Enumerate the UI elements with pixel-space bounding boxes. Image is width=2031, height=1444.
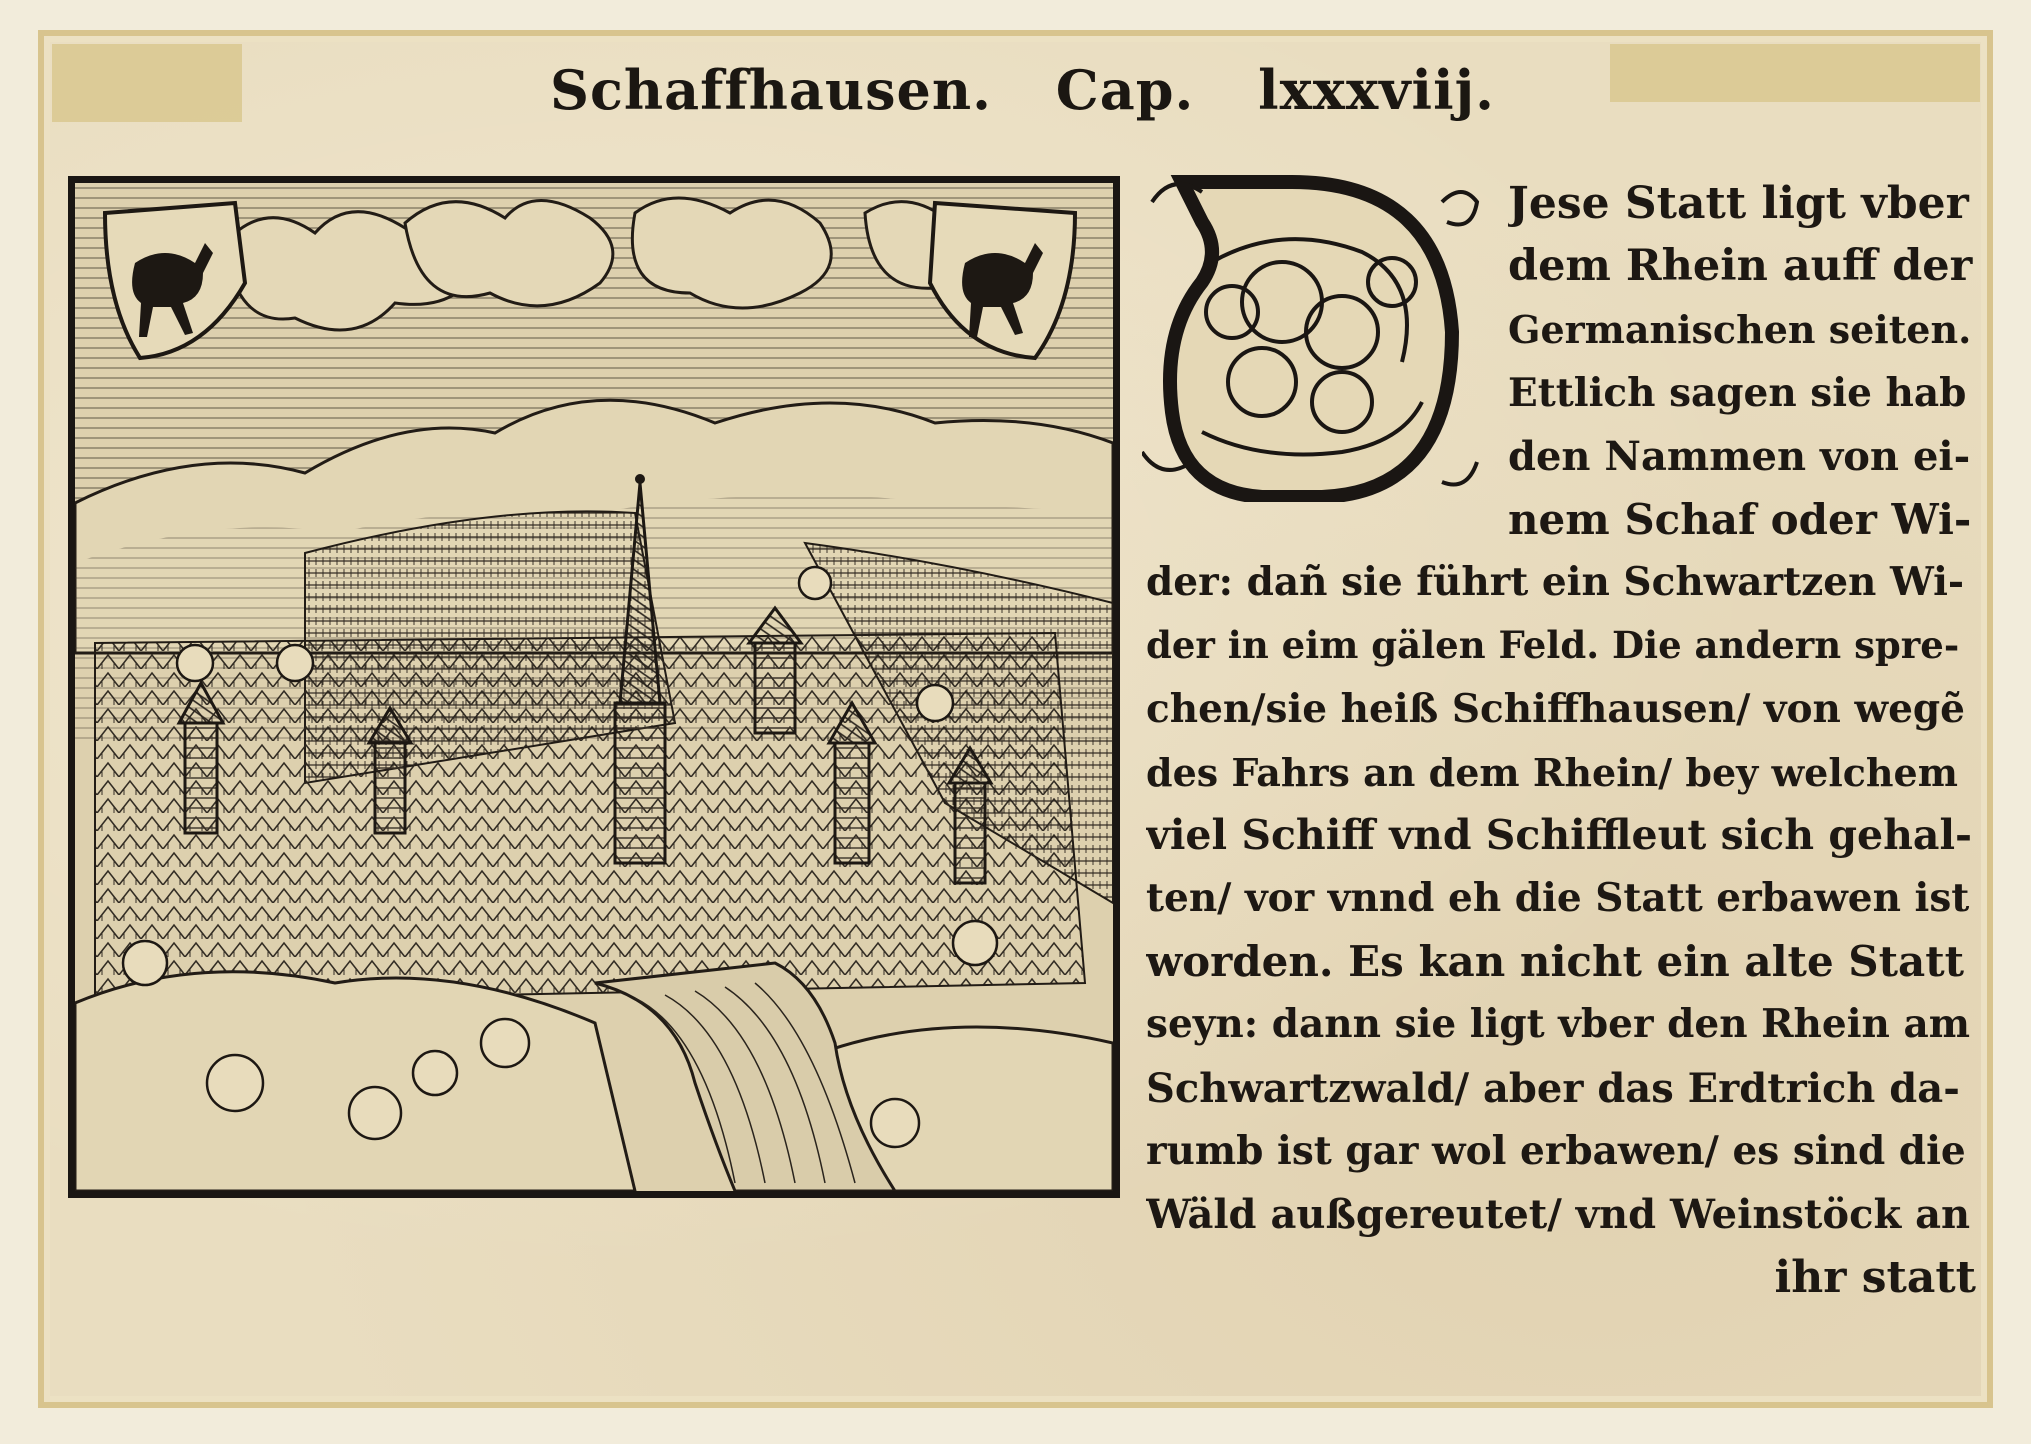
body-text: [1146, 172, 1976, 1309]
body-line: Wäld außgereutet/ vnd Weinstöck an: [1146, 1191, 1971, 1238]
woodcut-illustration: [68, 176, 1120, 1198]
heading-cap: Cap.: [1055, 58, 1195, 122]
tape-top-left: [52, 44, 242, 122]
body-line: seyn: dann sie ligt vber den Rhein am: [1146, 1001, 1970, 1048]
body-line: rumb ist gar wol erbawen/ es sind die: [1146, 1127, 1966, 1174]
woodcut-drawing: [75, 183, 1113, 1191]
page-heading: [550, 58, 1495, 138]
body-line: chen/sie heiß Schiffhausen/ von wegẽ: [1146, 685, 1965, 732]
body-line: Schwartzwald/ aber das Erdtrich da-: [1146, 1064, 1960, 1112]
body-line: den Nammen von ei-: [1508, 432, 1971, 480]
tape-top-right: [1610, 44, 1980, 102]
body-line: der: dañ sie führt ein Schwartzen Wi-: [1146, 559, 1965, 606]
heading-number: lxxxviij.: [1258, 58, 1495, 122]
body-line: ten/ vor vnnd eh die Statt erbawen ist: [1146, 875, 1970, 922]
body-line: des Fahrs an dem Rhein/ bey welchem: [1146, 749, 1958, 795]
heading-title: Schaffhausen.: [550, 58, 992, 122]
body-line: nem Schaf oder Wi-: [1508, 494, 1972, 544]
body-line: ihr statt: [1774, 1252, 1976, 1304]
body-line: der in eim gälen Feld. Die andern spre-: [1146, 623, 1960, 668]
body-line: Jese Statt ligt vber: [1508, 178, 1969, 229]
body-line: Ettlich sagen sie hab: [1508, 369, 1967, 416]
body-line: Germanischen seiten.: [1508, 307, 1972, 353]
body-line: worden. Es kan nicht ein alte Statt: [1146, 937, 1965, 987]
body-line: viel Schiff vnd Schiffleut sich gehal-: [1146, 810, 1973, 859]
body-line: dem Rhein auff der: [1508, 241, 1973, 292]
